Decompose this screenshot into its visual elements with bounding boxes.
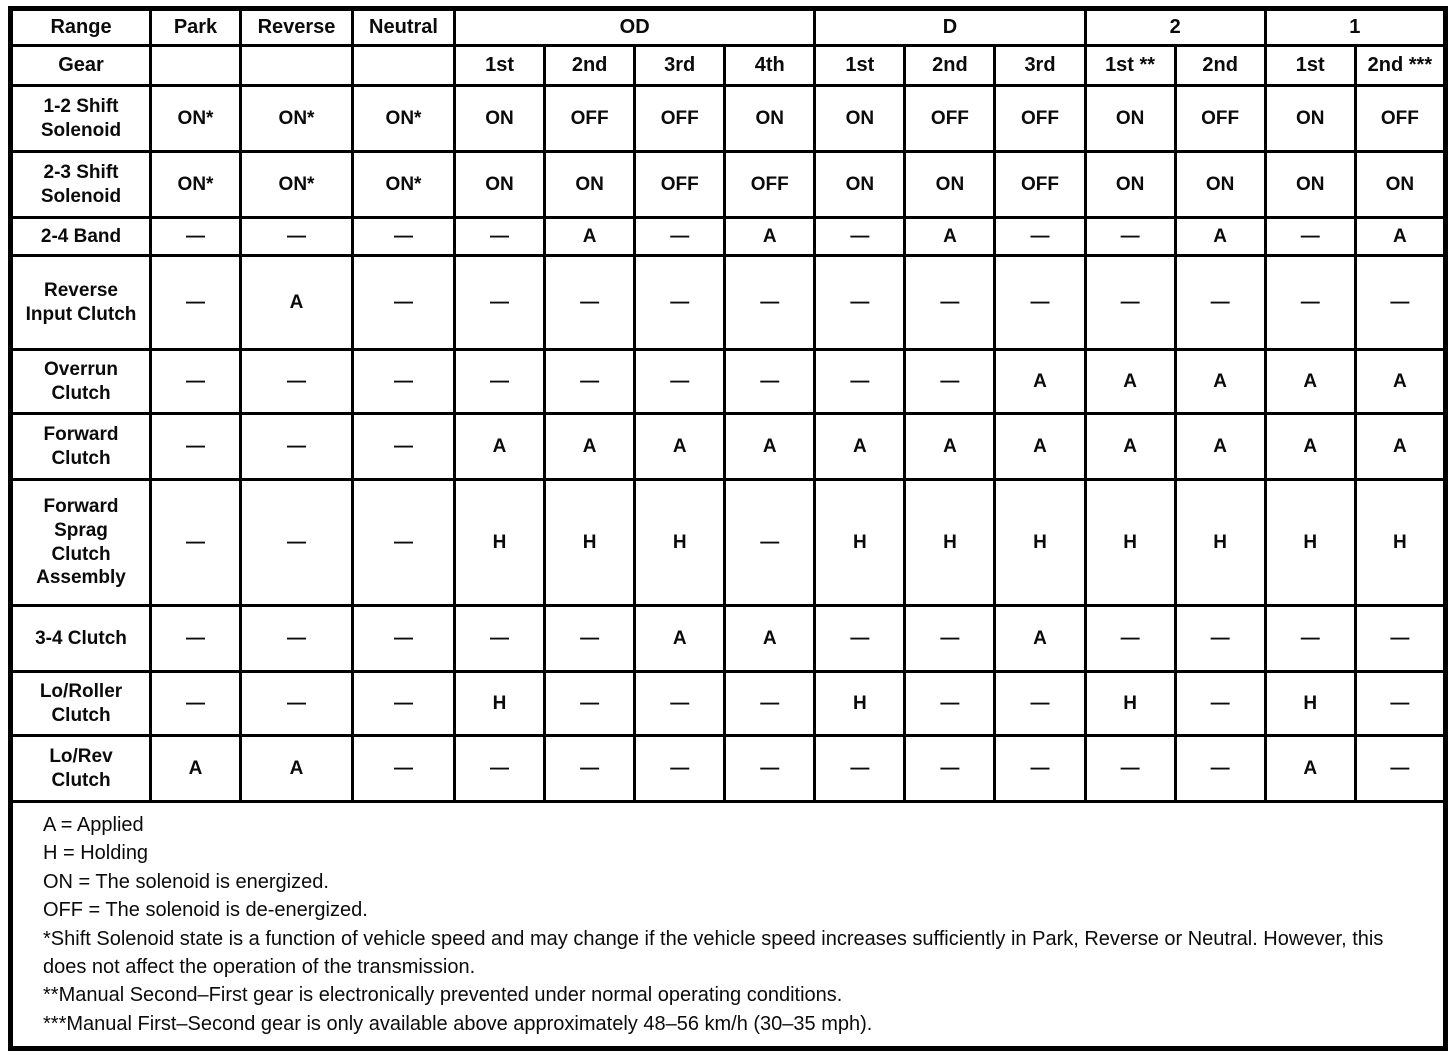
value-cell: — xyxy=(151,414,241,480)
table-row xyxy=(11,606,1446,672)
table-row xyxy=(11,414,1446,480)
legend-line: OFF = The solenoid is de-energized. xyxy=(43,899,368,922)
value-cell: — xyxy=(353,350,455,414)
gear-cell: 2nd xyxy=(905,46,995,86)
value-cell: H xyxy=(455,480,545,606)
range-header-row xyxy=(11,9,1446,46)
value-cell: — xyxy=(241,480,353,606)
value-cell: — xyxy=(1265,606,1355,672)
value-cell: A xyxy=(1355,414,1445,480)
value-cell: H xyxy=(1265,672,1355,736)
value-cell: — xyxy=(1085,256,1175,350)
value-cell: ON xyxy=(545,152,635,218)
gear-header-label: Gear xyxy=(11,46,151,86)
row-label: Forward Clutch xyxy=(11,414,151,480)
value-cell: — xyxy=(905,606,995,672)
row-label: 3-4 Clutch xyxy=(11,606,151,672)
value-cell: — xyxy=(1085,736,1175,802)
value-cell: ON xyxy=(1355,152,1445,218)
value-cell: — xyxy=(725,480,815,606)
value-cell: — xyxy=(353,480,455,606)
value-cell: H xyxy=(815,672,905,736)
table-row xyxy=(11,350,1446,414)
value-cell: ON xyxy=(815,152,905,218)
value-cell: — xyxy=(455,218,545,256)
value-cell: A xyxy=(1085,350,1175,414)
value-cell: — xyxy=(353,672,455,736)
value-cell: OFF xyxy=(725,152,815,218)
value-cell: ON xyxy=(1265,152,1355,218)
range-group-2: 2 xyxy=(1085,9,1265,46)
value-cell: ON* xyxy=(241,86,353,152)
value-cell: OFF xyxy=(995,86,1085,152)
value-cell: H xyxy=(545,480,635,606)
row-label: Overrun Clutch xyxy=(11,350,151,414)
gear-cell: 2nd *** xyxy=(1355,46,1445,86)
row-label: Lo/Roller Clutch xyxy=(11,672,151,736)
value-cell: OFF xyxy=(635,86,725,152)
value-cell: — xyxy=(353,736,455,802)
value-cell: — xyxy=(725,672,815,736)
range-group-neutral: Neutral xyxy=(353,9,455,46)
value-cell: A xyxy=(725,606,815,672)
value-cell: A xyxy=(241,256,353,350)
value-cell: ON xyxy=(455,86,545,152)
value-cell: — xyxy=(353,256,455,350)
range-header-label: Range xyxy=(11,9,151,46)
value-cell: H xyxy=(815,480,905,606)
gear-cell xyxy=(353,46,455,86)
value-cell: — xyxy=(241,414,353,480)
value-cell: A xyxy=(635,606,725,672)
row-label: 2-4 Band xyxy=(11,218,151,256)
gear-cell: 3rd xyxy=(995,46,1085,86)
value-cell: — xyxy=(545,672,635,736)
legend-cell xyxy=(11,802,1446,1049)
value-cell: — xyxy=(241,672,353,736)
value-cell: A xyxy=(1175,218,1265,256)
value-cell: ON xyxy=(1085,152,1175,218)
value-cell: A xyxy=(151,736,241,802)
value-cell: — xyxy=(353,414,455,480)
value-cell: — xyxy=(905,672,995,736)
table-row xyxy=(11,672,1446,736)
value-cell: A xyxy=(1175,350,1265,414)
gear-cell: 3rd xyxy=(635,46,725,86)
range-group-d: D xyxy=(815,9,1085,46)
gear-cell xyxy=(241,46,353,86)
value-cell: — xyxy=(995,256,1085,350)
value-cell: — xyxy=(905,736,995,802)
table-row xyxy=(11,256,1446,350)
value-cell: — xyxy=(815,256,905,350)
value-cell: OFF xyxy=(1355,86,1445,152)
value-cell: A xyxy=(1355,350,1445,414)
value-cell: ON xyxy=(905,152,995,218)
table-body xyxy=(11,86,1446,802)
value-cell: ON* xyxy=(353,86,455,152)
value-cell: — xyxy=(151,606,241,672)
value-cell: — xyxy=(241,606,353,672)
legend-line: A = Applied xyxy=(43,814,144,836)
value-cell: — xyxy=(151,672,241,736)
table-row xyxy=(11,480,1446,606)
value-cell: A xyxy=(995,606,1085,672)
table-head xyxy=(11,9,1446,86)
value-cell: — xyxy=(1085,606,1175,672)
legend-line: *Shift Solenoid state is a function of vehicle speed and may change if the vehicle speed increases sufficiently in Park, Reverse or Neutral. However, this does not affect the operation of the transmission. xyxy=(43,927,1384,978)
value-cell: — xyxy=(815,218,905,256)
value-cell: — xyxy=(1355,736,1445,802)
row-label: 2-3 Shift Solenoid xyxy=(11,152,151,218)
value-cell: — xyxy=(241,218,353,256)
table-row xyxy=(11,736,1446,802)
value-cell: — xyxy=(1085,218,1175,256)
value-cell: A xyxy=(1265,350,1355,414)
value-cell: — xyxy=(1265,218,1355,256)
row-label: Reverse Input Clutch xyxy=(11,256,151,350)
legend-line: ***Manual First–Second gear is only available above approximately 48–56 km/h (30–35 mph). xyxy=(43,1012,873,1035)
value-cell: A xyxy=(725,218,815,256)
value-cell: H xyxy=(455,672,545,736)
value-cell: A xyxy=(1175,414,1265,480)
value-cell: OFF xyxy=(995,152,1085,218)
value-cell: — xyxy=(241,350,353,414)
value-cell: — xyxy=(1175,606,1265,672)
value-cell: — xyxy=(995,736,1085,802)
value-cell: H xyxy=(995,480,1085,606)
value-cell: — xyxy=(151,350,241,414)
value-cell: — xyxy=(1355,256,1445,350)
value-cell: ON* xyxy=(241,152,353,218)
gear-cell: 4th xyxy=(725,46,815,86)
value-cell: — xyxy=(545,350,635,414)
value-cell: — xyxy=(1175,672,1265,736)
value-cell: — xyxy=(151,256,241,350)
gear-cell xyxy=(151,46,241,86)
legend-line: **Manual Second–First gear is electronically prevented under normal operating conditions. xyxy=(43,984,843,1007)
value-cell: A xyxy=(995,350,1085,414)
value-cell: — xyxy=(725,350,815,414)
gear-cell: 1st xyxy=(455,46,545,86)
value-cell: — xyxy=(995,218,1085,256)
value-cell: A xyxy=(545,218,635,256)
value-cell: — xyxy=(353,606,455,672)
value-cell: ON xyxy=(725,86,815,152)
value-cell: A xyxy=(635,414,725,480)
gear-cell: 1st ** xyxy=(1085,46,1175,86)
range-group-reverse: Reverse xyxy=(241,9,353,46)
value-cell: — xyxy=(455,256,545,350)
value-cell: A xyxy=(1265,736,1355,802)
range-group-od: OD xyxy=(455,9,815,46)
value-cell: — xyxy=(815,350,905,414)
legend-line: ON = The solenoid is energized. xyxy=(43,870,329,893)
value-cell: A xyxy=(1265,414,1355,480)
gear-cell: 1st xyxy=(1265,46,1355,86)
value-cell: — xyxy=(905,350,995,414)
value-cell: ON* xyxy=(151,152,241,218)
table-foot xyxy=(11,802,1446,1049)
value-cell: ON xyxy=(1175,152,1265,218)
value-cell: — xyxy=(995,672,1085,736)
range-group-1: 1 xyxy=(1265,9,1445,46)
value-cell: A xyxy=(995,414,1085,480)
value-cell: H xyxy=(905,480,995,606)
value-cell: — xyxy=(545,606,635,672)
value-cell: OFF xyxy=(905,86,995,152)
value-cell: — xyxy=(455,606,545,672)
value-cell: A xyxy=(725,414,815,480)
value-cell: A xyxy=(455,414,545,480)
table-row xyxy=(11,152,1446,218)
legend-line: H = Holding xyxy=(43,842,149,865)
value-cell: H xyxy=(635,480,725,606)
value-cell: A xyxy=(241,736,353,802)
value-cell: — xyxy=(635,256,725,350)
value-cell: ON xyxy=(1265,86,1355,152)
row-label: Forward Sprag Clutch Assembly xyxy=(11,480,151,606)
value-cell: — xyxy=(635,736,725,802)
value-cell: H xyxy=(1085,480,1175,606)
gear-cell: 2nd xyxy=(1175,46,1265,86)
value-cell: — xyxy=(635,218,725,256)
clutch-band-application-table xyxy=(8,6,1448,1051)
value-cell: — xyxy=(545,736,635,802)
value-cell: A xyxy=(545,414,635,480)
value-cell: — xyxy=(815,606,905,672)
value-cell: OFF xyxy=(1175,86,1265,152)
table-row xyxy=(11,218,1446,256)
value-cell: ON* xyxy=(151,86,241,152)
value-cell: A xyxy=(1355,218,1445,256)
value-cell: — xyxy=(151,218,241,256)
value-cell: ON xyxy=(1085,86,1175,152)
value-cell: — xyxy=(455,350,545,414)
gear-cell: 2nd xyxy=(545,46,635,86)
value-cell: — xyxy=(725,256,815,350)
range-group-park: Park xyxy=(151,9,241,46)
value-cell: — xyxy=(635,350,725,414)
value-cell: — xyxy=(1175,736,1265,802)
value-cell: — xyxy=(1265,256,1355,350)
table-row xyxy=(11,86,1446,152)
value-cell: — xyxy=(545,256,635,350)
value-cell: ON xyxy=(455,152,545,218)
value-cell: OFF xyxy=(635,152,725,218)
value-cell: — xyxy=(353,218,455,256)
value-cell: — xyxy=(151,480,241,606)
legend-row xyxy=(11,802,1446,1049)
value-cell: H xyxy=(1265,480,1355,606)
value-cell: A xyxy=(905,414,995,480)
value-cell: ON xyxy=(815,86,905,152)
value-cell: A xyxy=(1085,414,1175,480)
value-cell: — xyxy=(635,672,725,736)
value-cell: — xyxy=(455,736,545,802)
value-cell: — xyxy=(1355,606,1445,672)
value-cell: H xyxy=(1085,672,1175,736)
row-label: 1-2 Shift Solenoid xyxy=(11,86,151,152)
value-cell: H xyxy=(1355,480,1445,606)
value-cell: ON* xyxy=(353,152,455,218)
gear-cell: 1st xyxy=(815,46,905,86)
value-cell: — xyxy=(1175,256,1265,350)
value-cell: — xyxy=(815,736,905,802)
value-cell: H xyxy=(1175,480,1265,606)
value-cell: — xyxy=(905,256,995,350)
value-cell: OFF xyxy=(545,86,635,152)
value-cell: A xyxy=(905,218,995,256)
value-cell: — xyxy=(725,736,815,802)
value-cell: A xyxy=(815,414,905,480)
value-cell: — xyxy=(1355,672,1445,736)
gear-header-row xyxy=(11,46,1446,86)
row-label: Lo/Rev Clutch xyxy=(11,736,151,802)
